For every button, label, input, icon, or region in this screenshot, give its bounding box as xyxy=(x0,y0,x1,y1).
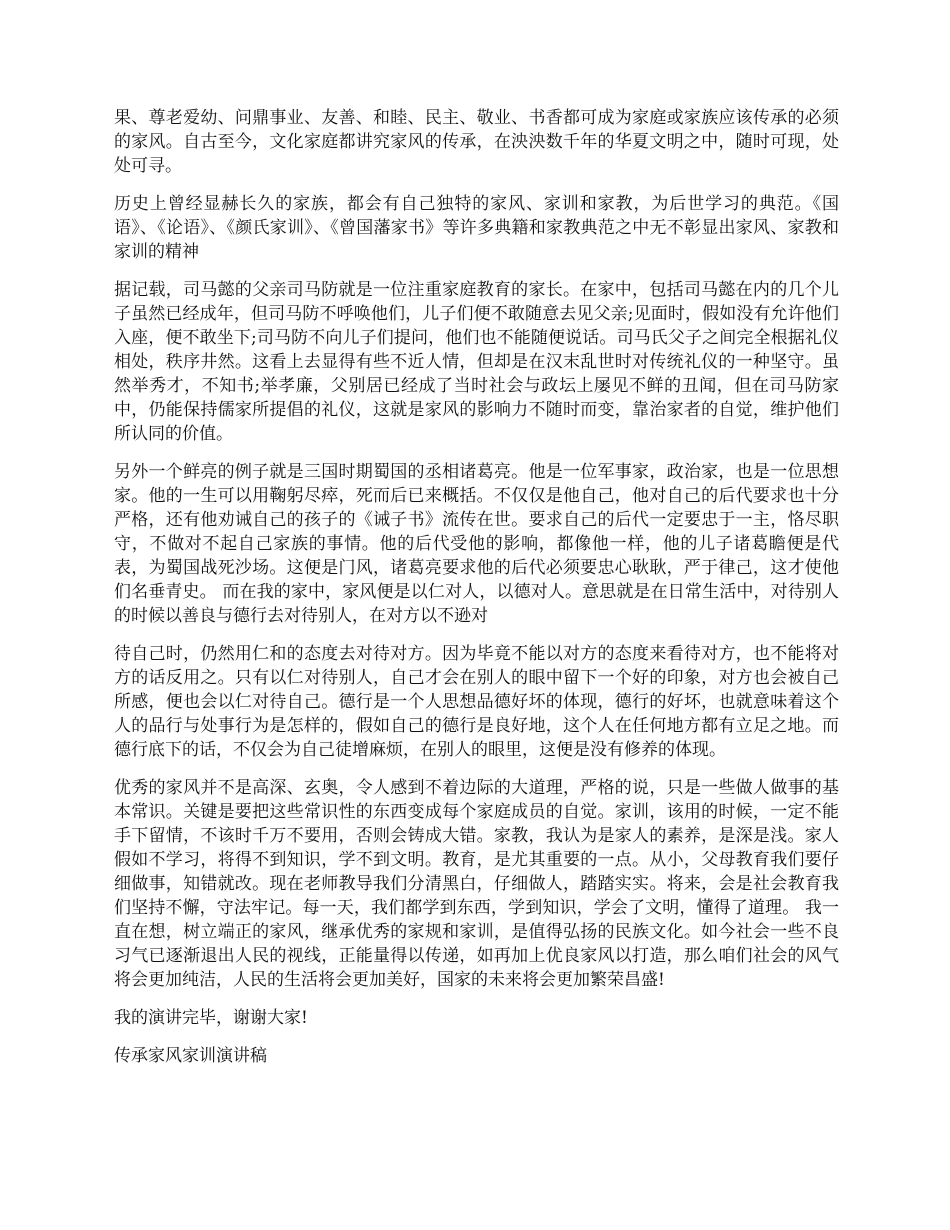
paragraph-5: 待自己时，仍然用仁和的态度去对待对方。因为毕竟不能以对方的态度来看待对方，也不能将对方的话反用之。只有以仁对待别人，自己才会在别人的眼中留下一个好的印象，对方也会被自己所感，便也会以仁对待自己。德行是一个人思想品德好坏的体现，德行的好坏，也就意味着这个人的品行与处事行为是怎样的，假如自己的德行是良好地，这个人在任何地方都有立足之地。而德行底下的话，不仅会为自己徒增麻烦，在别人的眼里，这便是没有修养的体现。 xyxy=(114,644,839,760)
paragraph-4: 另外一个鲜亮的例子就是三国时期蜀国的丞相诸葛亮。他是一位军事家，政治家，也是一位思想家。他的一生可以用鞠躬尽瘁，死而后已来概括。不仅仅是他自己，他对自己的后代要求也十分严格，还有他劝诫自己的孩子的《诫子书》流传在世。要求自己的后代一定要忠于一主，恪尽职守，不做对不起自己家族的事情。他的后代受他的影响，都像他一样，他的儿子诸葛瞻便是代表，为蜀国战死沙场。这便是门风，诸葛亮要求他的后代必须要忠心耿耿，严于律己，这才使他们名垂青史。 而在我的家中，家风便是以仁对人，以德对人。意思就是在日常生活中，对待别人的时候以善良与德行去对待别人，在对方以不逊对 xyxy=(114,462,839,626)
document-title-line: 传承家风家训演讲稿 xyxy=(114,1046,267,1066)
closing-line: 我的演讲完毕，谢谢大家! xyxy=(114,1008,308,1028)
paragraph-2: 历史上曾经显赫长久的家族，都会有自己独特的家风、家训和家教，为后世学习的典范。《国语》、《论语》、《颜氏家训》、《曾国藩家书》等许多典籍和家教典范之中无不彰显出家风、家教和家训的精神 xyxy=(114,194,839,262)
paragraph-6: 优秀的家风并不是高深、玄奥，令人感到不着边际的大道理，严格的说，只是一些做人做事的基本常识。关键是要把这些常识性的东西变成每个家庭成员的自觉。家训，该用的时候，一定不能手下留情，不该时千万不要用，否则会铸成大错。家教，我认为是家人的素养，是深是浅。家人假如不学习，将得不到知识，学不到文明。教育，是尤其重要的一点。从小，父母教育我们要仔细做事，知错就改。现在老师教导我们分清黑白，仔细做人，踏踏实实。将来，会是社会教育我们坚持不懈，守法牢记。每一天，我们都学到东西，学到知识，学会了文明，懂得了道理。 我一直在想，树立端正的家风，继承优秀的家规和家训，是值得弘扬的民族文化。如今社会一些不良习气已逐渐退出人民的视线，正能量得以传递，如再加上优良家风以打造，那么咱们社会的风气将会更加纯洁，人民的生活将会更加美好，国家的未来将会更加繁荣昌盛! xyxy=(114,778,839,990)
document-page xyxy=(114,106,839,1082)
paragraph-1: 果、尊老爱幼、问鼎事业、友善、和睦、民主、敬业、书香都可成为家庭或家族应该传承的必须的家风。自古至今，文化家庭都讲究家风的传承，在泱泱数千年的华夏文明之中，随时可现，处处可寻。 xyxy=(114,108,839,176)
paragraph-3: 据记载，司马懿的父亲司马防就是一位注重家庭教育的家长。在家中，包括司马懿在内的几个儿子虽然已经成年，但司马防不呼唤他们，儿子们便不敢随意去见父亲;见面时，假如没有允许他们入座，便不敢坐下;司马防不向儿子们提问，他们也不能随便说话。司马氏父子之间完全根据礼仪相处，秩序井然。这看上去显得有些不近人情，但却是在汉末乱世时对传统礼仪的一种坚守。虽然举秀才，不知书;举孝廉，父别居已经成了当时社会与政坛上屡见不鲜的丑闻，但在司马防家中，仍能保持儒家所提倡的礼仪，这就是家风的影响力不随时而变，靠治家者的自觉，维护他们所认同的价值。 xyxy=(114,280,839,444)
